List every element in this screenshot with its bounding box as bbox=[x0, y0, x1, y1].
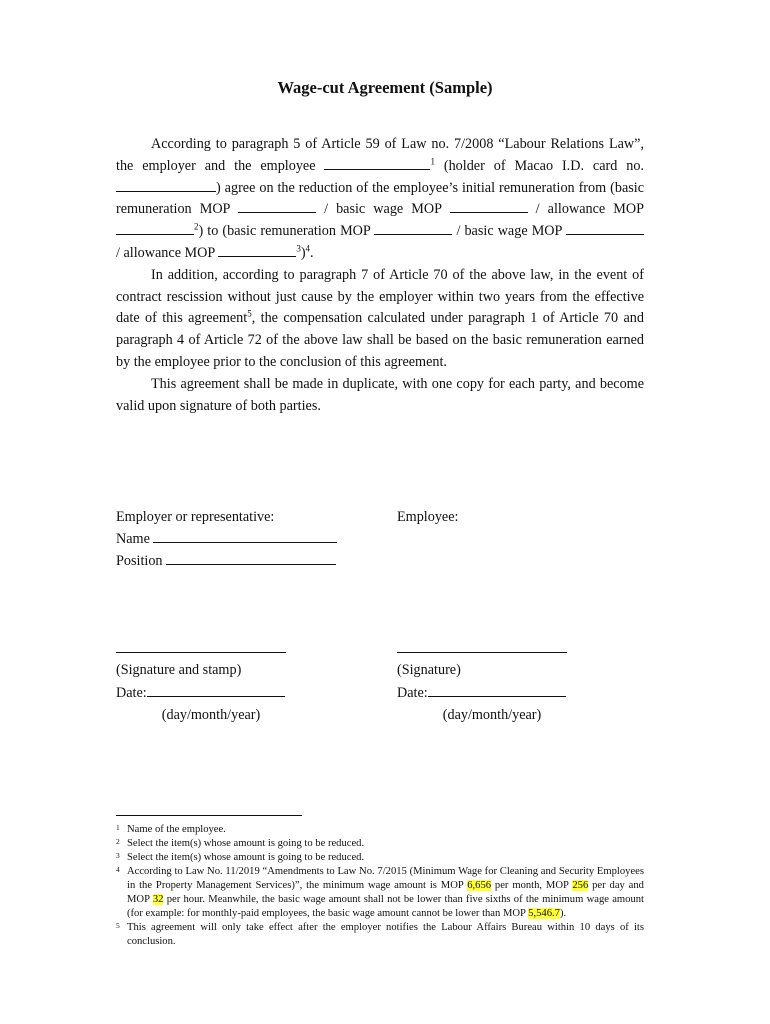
text-run: ) bbox=[300, 244, 306, 261]
text-run: In addition, according to paragraph 7 of Article 70 of the above law, in the event of contract rescission without just cause by the employer within two years from the effective date of this agreement bbox=[116, 266, 644, 327]
footnote-number: 5 bbox=[116, 921, 120, 930]
employee-signature-line[interactable] bbox=[397, 652, 567, 653]
footnote-separator bbox=[116, 815, 302, 816]
footnote-1 bbox=[116, 823, 644, 837]
paragraph-compensation bbox=[116, 265, 644, 374]
highlighted-amount: 256 bbox=[572, 880, 589, 891]
footnote-4 bbox=[116, 865, 644, 921]
employer-date-format: (day/month/year) bbox=[161, 707, 261, 723]
footnote-3 bbox=[116, 851, 644, 865]
initial-basic-remuneration-blank[interactable] bbox=[238, 200, 316, 213]
text-run: / basic wage MOP bbox=[452, 223, 566, 240]
name-label: Name bbox=[116, 531, 150, 547]
footnote-text: per month, MOP bbox=[491, 880, 573, 891]
position-field[interactable] bbox=[166, 551, 336, 565]
document-title: Wage-cut Agreement (Sample) bbox=[277, 78, 493, 97]
text-run: , the compensation calculated under paragraph 1 of Article 70 and paragraph 4 of Article 72 of the above law shall be based on the basic remuneration earned by the employee prior to the conclusion of this agreement. bbox=[116, 310, 644, 370]
employee-date-format: (day/month/year) bbox=[442, 707, 542, 723]
footnote-number: 4 bbox=[116, 865, 120, 874]
footnote-number: 3 bbox=[116, 851, 120, 860]
employer-signature-label: (Signature and stamp) bbox=[116, 662, 242, 678]
employer-signature-line[interactable] bbox=[116, 652, 286, 653]
text-run: / allowance MOP bbox=[527, 201, 644, 218]
highlighted-amount: 32 bbox=[152, 894, 164, 905]
footnote-text: This agreement will only take effect after the employer notifies the Labour Affairs Bureau within 10 days of its conclusion. bbox=[127, 922, 644, 947]
employer-label: Employer or representative: bbox=[116, 509, 275, 525]
employer-date-row bbox=[116, 682, 285, 704]
paragraph-duplicate: This agreement shall be made in duplicate, with one copy for each party, and become valid upon signature of both parties. bbox=[116, 375, 644, 414]
initial-basic-wage-blank[interactable] bbox=[450, 200, 528, 213]
footnote-text: per day and MOP bbox=[127, 880, 644, 905]
footnotes bbox=[116, 823, 644, 949]
footnote-text: ). bbox=[559, 908, 567, 919]
date-label: Date: bbox=[116, 685, 147, 701]
footnote-ref-2: 2 bbox=[194, 221, 199, 232]
footnote-number: 1 bbox=[116, 823, 120, 832]
date-label: Date: bbox=[397, 685, 428, 701]
name-field[interactable] bbox=[153, 529, 337, 543]
text-run: ) agree on the reduction of the employee’s initial remuneration from (basic remuneration MOP bbox=[116, 179, 644, 218]
reduced-basic-wage-blank[interactable] bbox=[566, 222, 644, 235]
footnote-text: Name of the employee. bbox=[127, 824, 226, 835]
text-run: (holder of Macao I.D. card no. bbox=[434, 157, 644, 174]
text-run: / allowance MOP bbox=[116, 244, 219, 261]
employee-date-field[interactable] bbox=[428, 683, 566, 697]
footnote-ref-3: 3 bbox=[296, 243, 301, 254]
text-run: / basic wage MOP bbox=[316, 201, 450, 218]
paragraph-reduction bbox=[116, 134, 644, 265]
employee-name-blank[interactable] bbox=[324, 157, 430, 170]
employee-signature-label: (Signature) bbox=[397, 662, 461, 678]
footnote-text: Select the item(s) whose amount is going to be reduced. bbox=[127, 838, 365, 849]
footnote-ref-4: 4 bbox=[305, 243, 311, 254]
text-run: According to paragraph 5 of Article 59 of Law no. 7/2008 “Labour Relations Law”, the employer and the employee bbox=[116, 136, 644, 174]
initial-allowance-blank[interactable] bbox=[116, 222, 194, 235]
footnote-ref-1: 1 bbox=[430, 156, 435, 167]
footnote-text: According to Law No. 11/2019 “Amendments to Law No. 7/2015 (Minimum Wage for Cleaning and Security Employees in the Property Management Services)”, the minimum wage amount is MOP bbox=[127, 866, 644, 891]
footnote-5 bbox=[116, 921, 644, 949]
position-row bbox=[116, 550, 336, 572]
footnote-2 bbox=[116, 837, 644, 851]
highlighted-amount: 5,546.7 bbox=[528, 908, 560, 919]
name-row bbox=[116, 528, 337, 550]
footnote-ref-5: 5 bbox=[247, 308, 252, 319]
footnote-number: 2 bbox=[116, 837, 120, 846]
position-label: Position bbox=[116, 553, 163, 569]
employer-date-field[interactable] bbox=[147, 683, 285, 697]
employee-date-row bbox=[397, 682, 566, 704]
reduced-basic-remuneration-blank[interactable] bbox=[374, 222, 452, 235]
employee-label: Employee: bbox=[397, 509, 459, 525]
agreement-body bbox=[116, 134, 644, 417]
text-run: . bbox=[310, 244, 314, 261]
reduced-allowance-blank[interactable] bbox=[218, 244, 296, 257]
text-run: ) to (basic remuneration MOP bbox=[198, 223, 375, 240]
footnote-text: per hour. Meanwhile, the basic wage amount shall not be lower than five sixths of the minimum wage amount (for example: for monthly-paid employees, the basic wage amount cannot be lower than MOP bbox=[127, 894, 644, 919]
id-card-blank[interactable] bbox=[116, 179, 216, 192]
footnote-text: Select the item(s) whose amount is going to be reduced. bbox=[127, 852, 365, 863]
highlighted-amount: 6,656 bbox=[467, 880, 492, 891]
